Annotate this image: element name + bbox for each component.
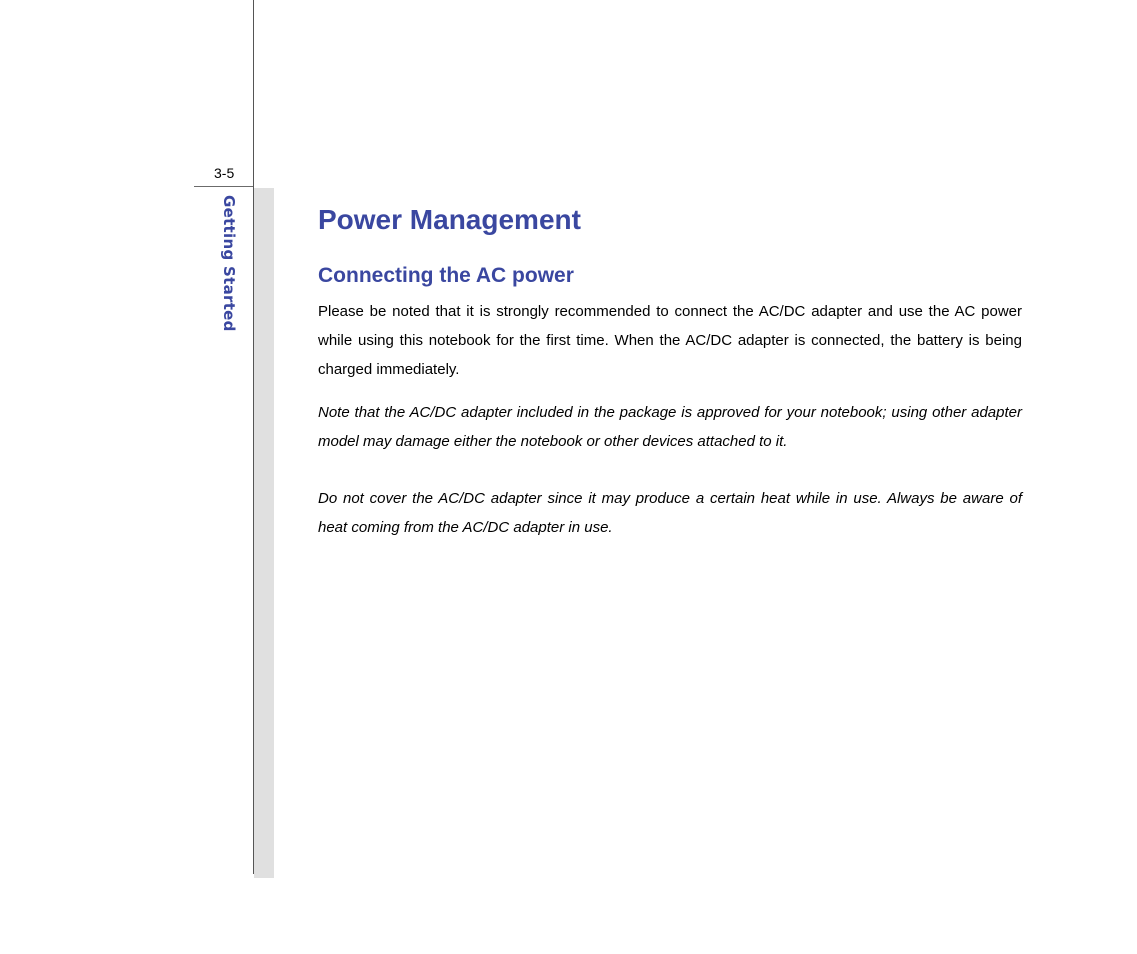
section-tab-label: Getting Started <box>220 195 238 332</box>
side-gray-bar <box>254 188 274 878</box>
page-number-rule <box>194 186 253 187</box>
main-content <box>318 200 1022 542</box>
section-heading: Connecting the AC power <box>318 264 574 287</box>
body-paragraph: Please be noted that it is strongly recommended to connect the AC/DC adapter and use the AC power while using this notebook for the first time. When the AC/DC adapter is connected, the battery is being charged immediately. <box>318 303 1022 378</box>
heat-warning-paragraph: Do not cover the AC/DC adapter since it may produce a certain heat while in use. Always be aware of heat coming from the AC/DC adapter in use. <box>318 490 1022 536</box>
page-number: 3-5 <box>214 165 235 181</box>
adapter-note-paragraph: Note that the AC/DC adapter included in the package is approved for your notebook; using other adapter model may damage either the notebook or other devices attached to it. <box>318 404 1022 450</box>
page-title: Power Management <box>318 204 581 235</box>
